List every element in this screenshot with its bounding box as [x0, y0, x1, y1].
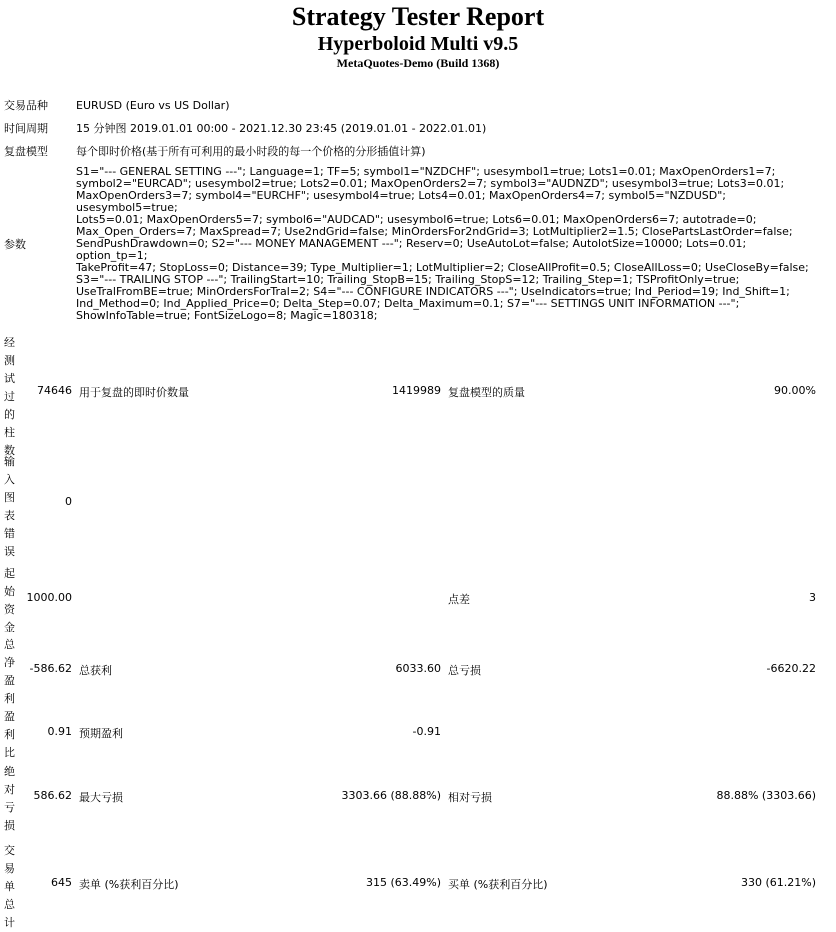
period-label: 时间周期 [4, 122, 48, 135]
long-positions-value: 330 (61.21%) [740, 876, 816, 889]
model-value: 每个即时价格(基于所有可利用的最小时段的每一个价格的分形插值计算) [76, 145, 426, 158]
bars-value: 74646 [37, 384, 72, 397]
quality-label: 复盘模型的质量 [448, 386, 525, 399]
row-net-profit [0, 636, 836, 705]
errors-label: 输入图表错误 [4, 455, 15, 558]
row-parameters [2, 163, 820, 325]
period-value: 15 分钟图 2019.01.01 00:00 - 2021.12.30 23:45 (2019.01.01 - 2022.01.01) [76, 122, 487, 135]
spread-label: 点差 [448, 593, 470, 606]
parameters-value [74, 163, 820, 325]
row-deposit [0, 565, 836, 634]
report-table [2, 93, 820, 325]
errors-value: 0 [65, 495, 72, 508]
row-period [2, 117, 820, 140]
ticks-label: 用于复盘的即时价数量 [79, 386, 189, 399]
rel-drawdown-label: 相对亏损 [448, 791, 492, 804]
report-title: Strategy Tester Report [291, 2, 545, 31]
row-profit-factor [0, 708, 836, 758]
abs-drawdown-value: 586.62 [33, 789, 72, 802]
symbol-label: 交易品种 [4, 98, 48, 112]
profit-factor-value: 0.91 [47, 725, 72, 738]
spread-value: 3 [809, 591, 816, 604]
bars-label: 经测试过的柱数 [4, 336, 15, 457]
param-line: Max_Open_Orders=7; MaxSpread=7; Use2ndGrid=false; MinOrdersFor2ndGrid=3; LotMultiplier2=1.5; ClosePartsLastOrder=false; [76, 225, 793, 238]
ticks-value: 1419989 [392, 384, 441, 397]
server-build: MetaQuotes-Demo (Build 1368) [336, 56, 500, 70]
report-header [0, 2, 836, 70]
model-label: 复盘模型 [4, 145, 48, 158]
max-drawdown-label: 最大亏损 [79, 791, 123, 804]
expected-payoff-value: -0.91 [412, 725, 441, 738]
total-trades-label: 交易单总计 [4, 844, 15, 929]
param-line: UseTralFromBE=true; MinOrdersForTral=2; S4="--- CONFIGURE INDICATORS ---"; UseIndicators=true; Ind_Period=19; Ind_Shift=1; [76, 285, 790, 298]
symbol-value: EURUSD (Euro vs US Dollar) [76, 98, 230, 112]
max-drawdown-value: 3303.66 (88.88%) [341, 789, 441, 802]
param-line: MaxOpenOrders3=7; symbol4="EURCHF"; usesymbol4=true; Lots4=0.01; MaxOpenOrders4=7; symbol5="NZDUSD"; usesymbol5=true; [76, 189, 727, 214]
param-line: symbol2="EURCAD"; usesymbol2=true; Lots2=0.01; MaxOpenOrders2=7; symbol3="AUDNZD"; usesymbol3=true; Lots3=0.01; [76, 177, 785, 190]
gross-profit-label: 总获利 [79, 664, 112, 677]
total-trades-value: 645 [51, 876, 72, 889]
row-bars [0, 334, 836, 457]
short-positions-value: 315 (63.49%) [365, 876, 441, 889]
row-drawdown [0, 763, 836, 832]
deposit-label: 起始资金 [4, 567, 15, 634]
gross-loss-value: -6620.22 [766, 662, 816, 675]
row-symbol [2, 93, 820, 117]
expected-payoff-label: 预期盈利 [79, 727, 123, 740]
gross-loss-label: 总亏损 [448, 664, 481, 677]
param-line: TakeProfit=47; StopLoss=0; Distance=39; Type_Multiplier=1; LotMultiplier=2; CloseAllProfit=0.5; CloseAllLoss=0; UseCloseBy=false; [76, 261, 809, 274]
profit-factor-label: 盈利比 [4, 710, 15, 759]
quality-value: 90.00% [774, 384, 816, 397]
param-line: S1="--- GENERAL SETTING ---"; Language=1; TF=5; symbol1="NZDCHF"; usesymbol1=true; Lots1=0.01; MaxOpenOrders1=7; [76, 165, 776, 178]
param-line: ShowInfoTable=true; FontSizeLogo=8; Magic=180318; [76, 309, 378, 322]
gross-profit-value: 6033.60 [395, 662, 441, 675]
param-line: SendPushDrawdown=0; S2="--- MONEY MANAGEMENT ---"; Reserv=0; UseAutoLot=false; AutolotSize=10000; Lots=0.01; option_tp=1; [76, 237, 747, 262]
param-line: Lots5=0.01; MaxOpenOrders5=7; symbol6="AUDCAD"; usesymbol6=true; Lots6=0.01; MaxOpenOrders6=7; autotrade=0; [76, 213, 757, 226]
net-profit-label: 总净盈利 [4, 638, 15, 705]
abs-drawdown-label: 绝对亏损 [4, 765, 15, 832]
deposit-value: 1000.00 [26, 591, 72, 604]
parameters-label: 参数 [4, 237, 26, 251]
param-line: S3="--- TRAILING STOP ---"; TrailingStart=10; Trailing_StopB=15; Trailing_StopS=12; Trailing_Step=1; TSProfitOnly=true; [76, 273, 740, 286]
row-model [2, 140, 820, 163]
row-trades [0, 842, 836, 929]
short-positions-label: 卖单 (%获利百分比) [79, 878, 179, 891]
long-positions-label: 买单 (%获利百分比) [448, 878, 548, 891]
row-errors [0, 453, 836, 558]
rel-drawdown-value: 88.88% (3303.66) [716, 789, 816, 802]
expert-name: Hyperboloid Multi v9.5 [317, 33, 519, 55]
param-line: Ind_Method=0; Ind_Applied_Price=0; Delta_Step=0.07; Delta_Maximum=0.1; S7="--- SETTINGS UNIT INFORMATION ---"; [76, 297, 740, 310]
net-profit-value: -586.62 [29, 662, 72, 675]
